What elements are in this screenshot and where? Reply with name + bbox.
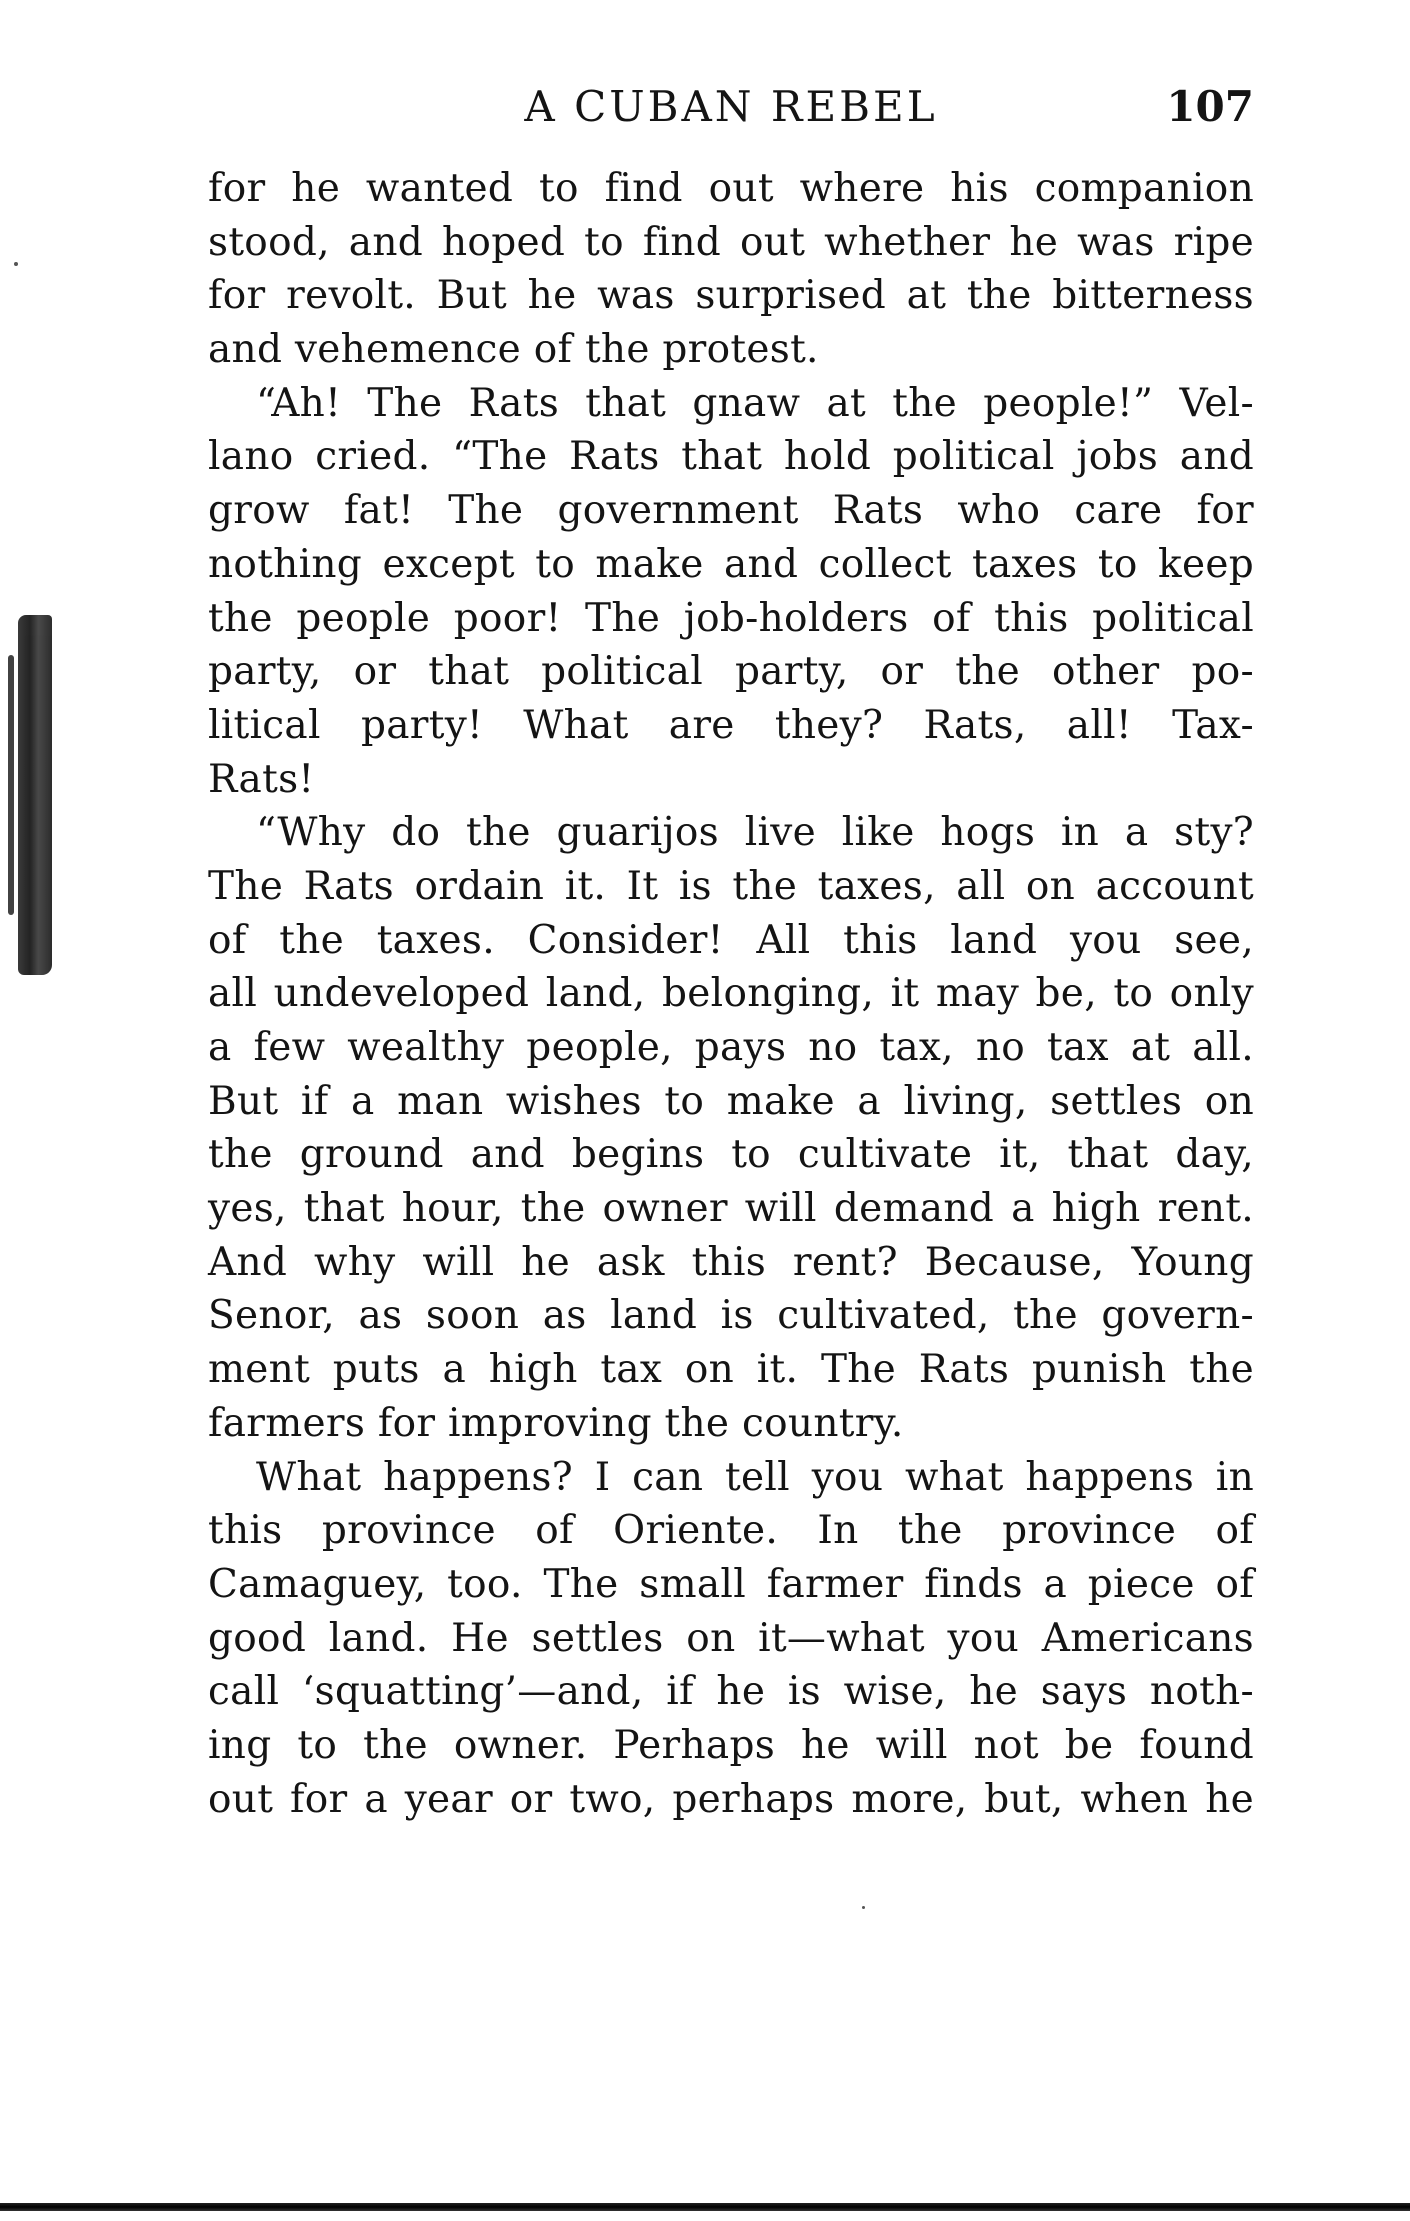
text-line: a few wealthy people, pays no tax, no tax at all. <box>208 1025 1254 1070</box>
text-line: Rats! <box>208 756 315 802</box>
ink-speck <box>862 1906 865 1909</box>
text-line: lano cried. “The Rats that hold political jobs and <box>208 434 1254 480</box>
text-line: litical party! What are they? Rats, all! Tax- <box>208 702 1254 748</box>
running-head <box>208 82 1254 132</box>
page-number: 107 <box>1166 82 1254 131</box>
text-line: farmers for improving the country. <box>208 1400 904 1446</box>
text-line: “Ah! The Rats that gnaw at the people!” Vel- <box>256 380 1254 426</box>
text-line: “Why do the guarijos live like hogs in a sty? <box>256 810 1254 856</box>
text-line: of the taxes. Consider! All this land you see, <box>208 917 1254 963</box>
text-line: ment puts a high tax on it. The Rats punish the <box>208 1347 1254 1393</box>
text-line: nothing except to make and collect taxes to keep <box>208 541 1254 587</box>
text-line: grow fat! The government Rats who care for <box>208 488 1254 534</box>
text-line: The Rats ordain it. It is the taxes, all on account <box>208 863 1254 909</box>
binding-shadow <box>18 615 52 975</box>
text-line: Senor, as soon as land is cultivated, the govern- <box>208 1293 1254 1339</box>
text-line: ing to the owner. Perhaps he will not be found <box>208 1722 1254 1768</box>
text-line: all undeveloped land, belonging, it may be, to only <box>208 971 1254 1017</box>
body-text <box>208 162 1254 1826</box>
text-line: for he wanted to find out where his companion <box>208 166 1254 211</box>
text-line: call ‘squatting’—and, if he is wise, he says noth- <box>208 1669 1254 1715</box>
text-line: the ground and begins to cultivate it, that day, <box>208 1132 1254 1178</box>
text-line: and vehemence of the protest. <box>208 327 819 373</box>
text-line: party, or that political party, or the other po- <box>208 649 1254 695</box>
text-line: out for a year or two, perhaps more, but, when he <box>208 1776 1254 1822</box>
text-line: the people poor! The job-holders of this political <box>208 595 1254 641</box>
text-line: yes, that hour, the owner will demand a high rent. <box>208 1186 1254 1232</box>
text-line: Camaguey, too. The small farmer finds a piece of <box>208 1561 1254 1607</box>
text-line: stood, and hoped to find out whether he was ripe <box>208 219 1254 265</box>
text-line: for revolt. But he was surprised at the bitterness <box>208 273 1254 319</box>
text-line: this province of Oriente. In the province of <box>208 1508 1254 1554</box>
text-line: good land. He settles on it—what you Americans <box>208 1615 1254 1661</box>
ink-speck <box>14 262 18 266</box>
text-line: And why will he ask this rent? Because, Young <box>208 1239 1254 1285</box>
text-line: What happens? I can tell you what happens in <box>256 1454 1254 1500</box>
text-line: But if a man wishes to make a living, settles on <box>208 1078 1254 1124</box>
bottom-edge-rule <box>0 2203 1410 2211</box>
running-title: A CUBAN REBEL <box>524 82 938 131</box>
